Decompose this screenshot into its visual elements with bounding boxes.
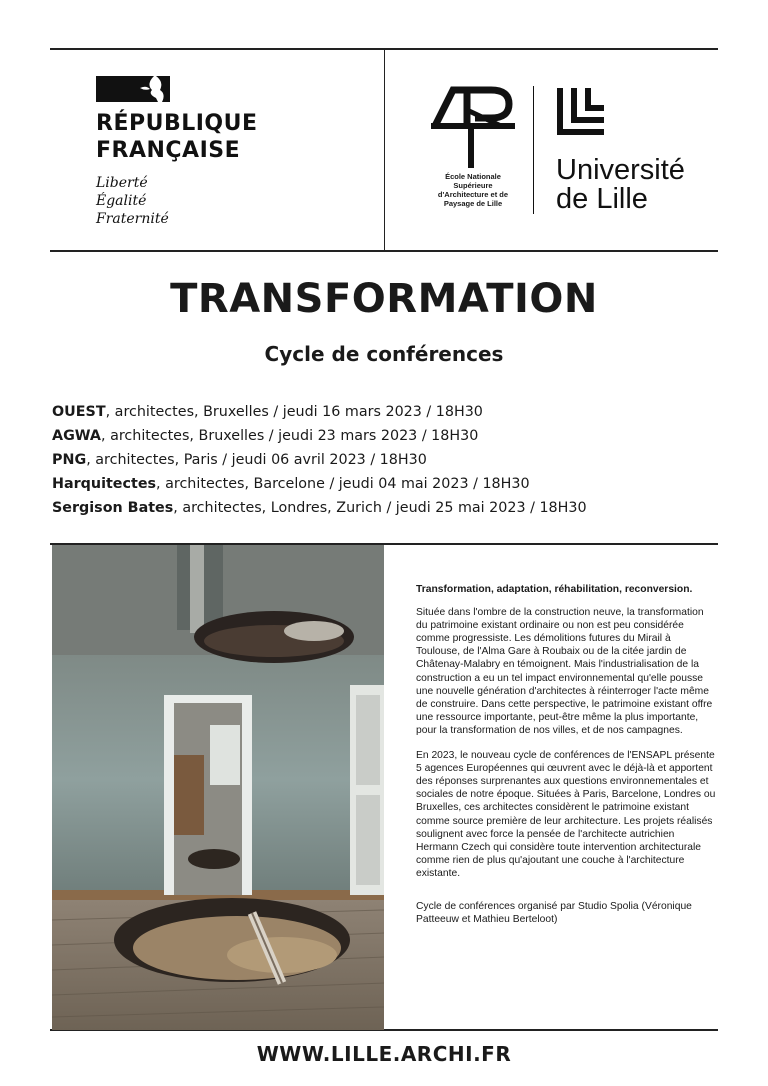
header-center-divider [384, 48, 385, 251]
event-item [52, 400, 732, 424]
universite-line2: de Lille [556, 183, 648, 215]
ensap-line-1: École Nationale [445, 172, 501, 181]
logo-separator [533, 86, 534, 214]
republique-motto [96, 174, 356, 228]
ensap-line-3: d'Architecture et de [437, 190, 509, 199]
event-details: , architectes, Paris / jeudi 06 avril 2023 / 18H30 [86, 452, 427, 468]
universite-line1: Université [556, 154, 685, 186]
room-interior-photo [52, 545, 384, 1030]
description-paragraph-2: En 2023, le nouveau cycle de conférences de l'ENSAPL présente 5 agences Européennes qui œuvrent avec le déjà-là et apportent des réponses surprenantes aux questions environnementales et sociales de notre époque. Situées à Paris, Barcelone, Londres ou Bruxelles, ces architectes considèrent le patrimoine existant comme source première de leur architecture. Les projets réalisés soulignent avec force la pensée de l'architecte autrichien Hermann Czech qui considère toute intervention architecturale comme rien de plus qu'ajoutant une couche à l'architecture existante. [416, 750, 716, 879]
photo-illustration [52, 545, 384, 1030]
event-details: , architectes, Bruxelles / jeudi 23 mars 2023 / 18H30 [101, 428, 479, 444]
universite-de-lille-logo [556, 86, 726, 214]
poster-title: TRANSFORMATION [170, 276, 598, 322]
motto-fraternite: Fraternité [96, 211, 169, 227]
event-name: OUEST [52, 404, 106, 420]
motto-liberte: Liberté [96, 175, 148, 191]
event-details: , architectes, Barcelone / jeudi 04 mai 2023 / 18H30 [156, 476, 530, 492]
republique-name-line1: RÉPUBLIQUE [96, 111, 258, 136]
ensap-line-2: Supérieure [453, 181, 493, 190]
event-name: PNG [52, 452, 87, 468]
event-item [52, 448, 732, 472]
republique-name-line2: FRANÇAISE [96, 138, 241, 163]
ulille-ll-icon [556, 86, 608, 138]
event-item [52, 496, 732, 520]
event-details: , architectes, Londres, Zurich / jeudi 25 mai 2023 / 18H30 [173, 500, 587, 516]
event-item [52, 472, 732, 496]
description-column [416, 583, 716, 938]
description-paragraph-1: Située dans l'ombre de la construction neuve, la transformation du patrimoine existant ordinaire ou non est peu considérée comme progressiste. Les démolitions futures du Mirail à Toulouse, de l'Alma Gare à Roubaix ou de la citée jardin de Châtenay-Malabry en témoignent. Mais l'industrialisation de la construction a eu un tel impact environnemental qu'elle pousse une nouvelle génération d'architectes à réinterroger l'acte même de construire. Dans cette perspective, le patrimoine existant offre une ressource importante, peut-être même la plus importante, pour la transformation de nos villes, et de nos campagnes. [416, 607, 713, 736]
event-name: AGWA [52, 428, 101, 444]
ensap-lille-logo [418, 86, 528, 208]
event-list [52, 400, 732, 520]
event-name: Sergison Bates [52, 500, 174, 516]
motto-egalite: Égalité [96, 193, 147, 209]
website-link[interactable]: WWW.LILLE.ARCHI.FR [256, 1042, 512, 1066]
ensap-logo-text [418, 172, 528, 208]
event-item [52, 424, 732, 448]
ensap-logo-icon [431, 86, 515, 168]
description-lead: Transformation, adaptation, réhabilitation, reconversion. [416, 584, 693, 595]
organizer-credit: Cycle de conférences organisé par Studio Spolia (Véronique Patteeuw et Mathieu Berteloot) [416, 900, 692, 926]
ensap-line-4: Paysage de Lille [443, 199, 503, 208]
republique-francaise-logo [96, 76, 356, 228]
poster-subtitle: Cycle de conférences [264, 342, 504, 366]
marianne-icon [96, 76, 170, 102]
event-name: Harquitectes [52, 476, 157, 492]
event-details: , architectes, Bruxelles / jeudi 16 mars 2023 / 18H30 [105, 404, 483, 420]
